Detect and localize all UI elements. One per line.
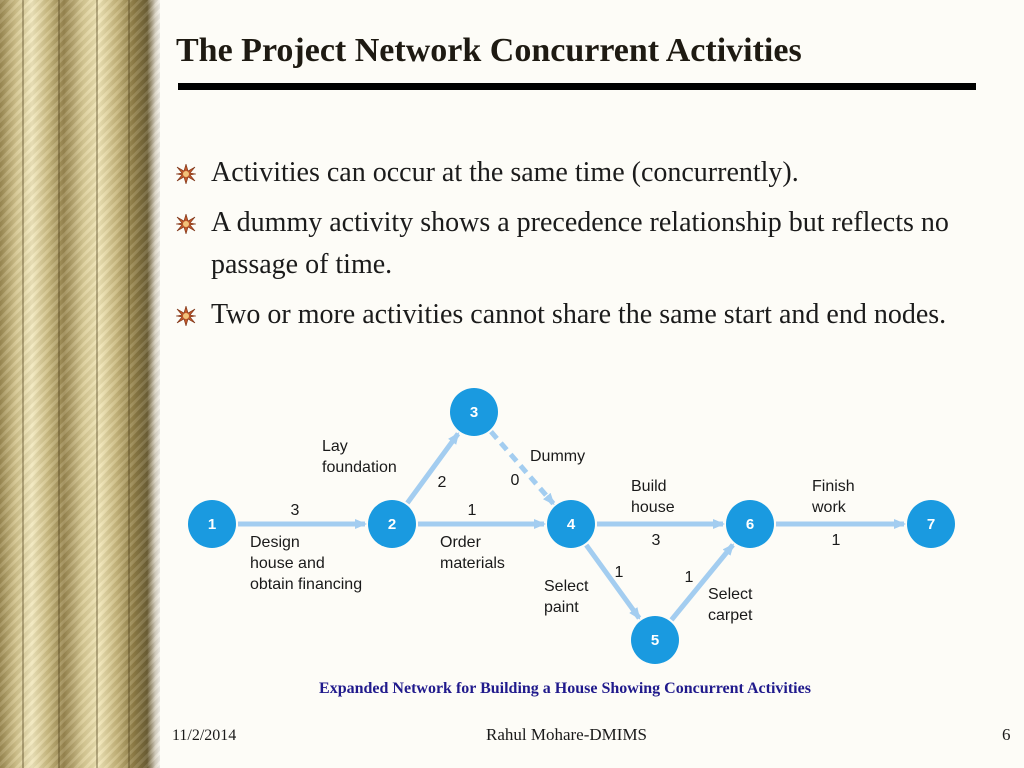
bullet-text: Activities can occur at the same time (concurrently). <box>211 157 799 188</box>
activity-duration: 2 <box>437 474 447 491</box>
activity-label: Finish work <box>812 478 855 516</box>
bullet-text: A dummy activity shows a precedence relationship but reflects no passage of time. <box>211 207 949 280</box>
activity-duration: 1 <box>684 569 694 586</box>
activity-duration: 1 <box>831 532 841 549</box>
activity-duration: 3 <box>290 502 300 519</box>
footer-date: 11/2/2014 <box>172 727 237 744</box>
activity-label: Select carpet <box>708 586 753 624</box>
decorative-sidebar <box>0 0 160 768</box>
activity-arrow <box>491 432 553 504</box>
starburst-bullet-icon <box>176 214 196 234</box>
node-number: 5 <box>650 632 660 649</box>
page-number: 6 <box>1002 725 1011 744</box>
activity-duration: 3 <box>651 532 661 549</box>
project-network-diagram <box>180 384 970 674</box>
bullet-item <box>176 152 966 194</box>
diagram-caption: Expanded Network for Building a House Showing Concurrent Activities <box>319 680 811 697</box>
footer-author: Rahul Mohare-DMIMS <box>486 725 648 744</box>
starburst-bullet-icon <box>176 164 196 184</box>
node-number: 4 <box>566 516 576 533</box>
activity-label: Dummy <box>530 448 586 465</box>
bullet-text: Two or more activities cannot share the same start and end nodes. <box>211 299 947 330</box>
bullet-list <box>176 152 966 344</box>
activity-label: Build house <box>631 478 675 516</box>
node-number: 3 <box>469 404 479 421</box>
activity-duration: 0 <box>510 472 520 489</box>
activity-arrow <box>586 545 639 618</box>
bullet-item <box>176 294 966 336</box>
node-number: 6 <box>745 516 755 533</box>
node-number: 1 <box>207 516 217 533</box>
activity-label: Design house and obtain financing <box>250 534 363 593</box>
activity-arrow <box>407 434 458 503</box>
slide-title: The Project Network Concurrent Activities <box>176 32 802 69</box>
node-number: 7 <box>926 516 936 533</box>
activity-label: Lay foundation <box>322 438 397 476</box>
starburst-bullet-icon <box>176 306 196 326</box>
activity-label: Order materials <box>440 534 505 572</box>
title-underline <box>178 83 976 90</box>
node-number: 2 <box>387 516 397 533</box>
activity-duration: 1 <box>614 564 624 581</box>
bullet-item <box>176 202 966 286</box>
activity-duration: 1 <box>467 502 477 519</box>
activity-label: Select paint <box>544 578 589 616</box>
